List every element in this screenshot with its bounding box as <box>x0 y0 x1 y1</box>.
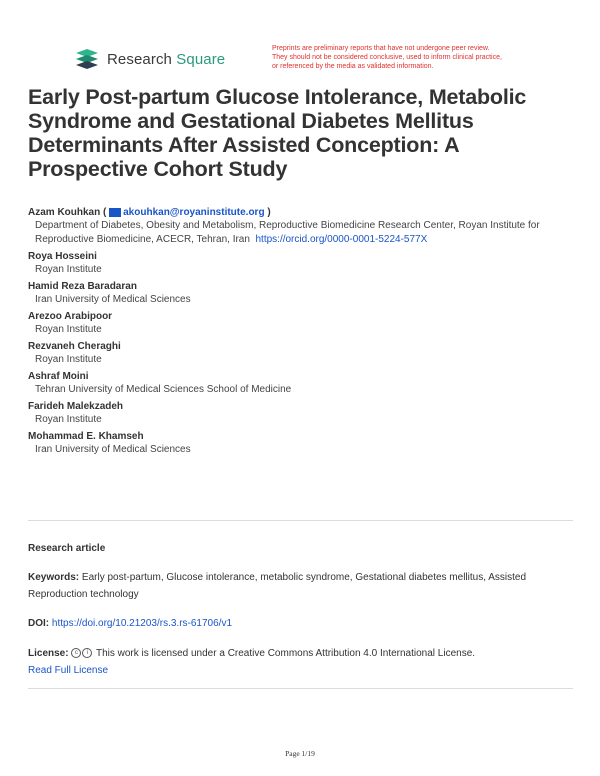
author-list <box>28 207 573 461</box>
notice-line: Preprints are preliminary reports that have not undergone peer review. <box>272 45 490 52</box>
doi <box>28 615 573 632</box>
author-email-link[interactable]: akouhkan@royaninstitute.org <box>123 207 265 218</box>
author-affiliation: Royan Institute <box>35 354 102 365</box>
author-affiliation: Royan Institute <box>35 414 102 425</box>
read-full-license-link[interactable]: Read Full License <box>28 665 109 676</box>
author-affiliation <box>28 219 573 247</box>
brand-name-part2: Square <box>176 50 226 68</box>
divider <box>28 520 573 521</box>
author-affiliation: Tehran University of Medical Sciences School of Medicine <box>35 384 292 395</box>
author-name: Arezoo Arabipoor <box>28 311 113 322</box>
research-square-logo[interactable] <box>73 48 225 70</box>
article-type: Research article <box>28 543 106 554</box>
keywords-text: Early post-partum, Glucose intolerance, metabolic syndrome, Gestational diabetes mellitus, Assisted Reproduction technology <box>28 572 527 600</box>
license-label: License: <box>28 648 69 659</box>
keywords-label: Keywords: <box>28 572 80 583</box>
brand-name <box>107 51 225 68</box>
notice-line: or referenced by the media as validated information. <box>272 63 434 70</box>
author-affiliation: Iran University of Medical Sciences <box>35 444 191 455</box>
license <box>28 645 573 679</box>
by-icon: i <box>82 648 92 658</box>
notice-line: They should not be considered conclusive, used to inform clinical practice, <box>272 54 502 61</box>
corresponding-author: Azam Kouhkan ( akouhkan@royaninstitute.org ) <box>28 207 271 218</box>
brand-name-part1: Research <box>107 50 172 68</box>
license-text: This work is licensed under a Creative Commons Attribution 4.0 International License. <box>95 648 476 659</box>
doi-label: DOI: <box>28 618 50 629</box>
author-affiliation: Royan Institute <box>35 264 102 275</box>
author-name: Mohammad E. Khamseh <box>28 431 144 442</box>
envelope-icon <box>109 208 121 217</box>
author-name: Roya Hosseini <box>28 251 97 262</box>
paper-title: Early Post-partum Glucose Intolerance, Metabolic Syndrome and Gestational Diabetes Mellitus Determinants After Assisted Conception: A Prospective Cohort Study <box>28 85 527 181</box>
keywords <box>28 569 573 603</box>
research-square-logo-icon <box>73 48 101 70</box>
author-name: Hamid Reza Baradaran <box>28 281 137 292</box>
author-name: Rezvaneh Cheraghi <box>28 341 121 352</box>
author-name: Azam Kouhkan <box>28 207 101 218</box>
cc-icon: c <box>71 648 81 658</box>
author-name: Farideh Malekzadeh <box>28 401 124 412</box>
orcid-link[interactable]: https://orcid.org/0000-0001-5224-577X <box>255 234 428 245</box>
page-number: Page 1/19 <box>285 749 315 758</box>
author-affiliation: Royan Institute <box>35 324 102 335</box>
author-name: Ashraf Moini <box>28 371 89 382</box>
preprint-notice <box>272 44 542 71</box>
divider <box>28 688 573 689</box>
affiliation-text: Department of Diabetes, Obesity and Metabolism, Reproductive Biomedicine Research Center, Royan Institute for Reproductive Biomedicine, ACECR, Tehran, Iran <box>35 220 540 245</box>
doi-link[interactable]: https://doi.org/10.21203/rs.3.rs-61706/v1 <box>51 618 233 629</box>
author-affiliation: Iran University of Medical Sciences <box>35 294 191 305</box>
